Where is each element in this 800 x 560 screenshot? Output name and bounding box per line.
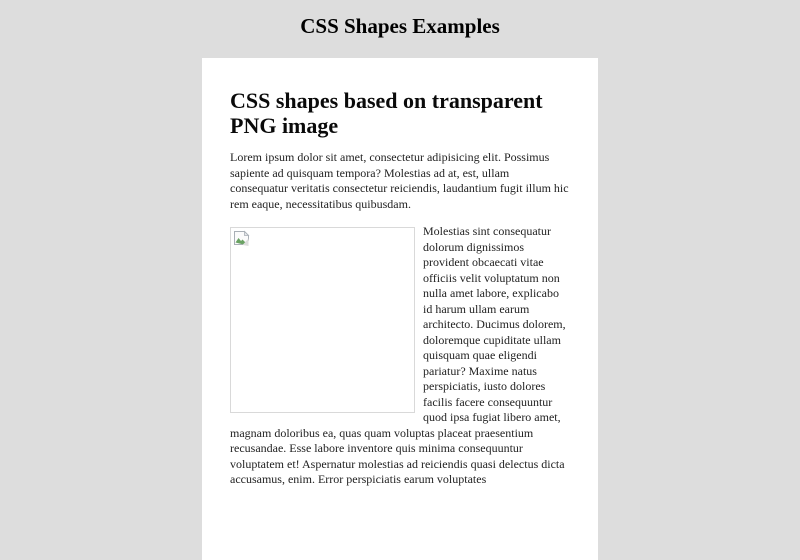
broken-image-icon	[233, 230, 250, 246]
paragraph-2-text: Molestias sint consequatur dolorum dignissimos provident obcaecati vitae officiis velit voluptatum non nulla amet labore, explicabo id harum ullam earum architecto. Ducimus dolorem, doloremque cupiditate ullam quisquam quae eligendi pariatur? Maxime natus perspiciatis, iusto dolores facilis facere consequuntur quod ipsa fugiat libero amet, magnam doloribus ea, quas quam voluptas placeat praesentium recusandae. Esse labore inventore quis minima consequuntur voluptatem et! Aspernatur molestias ad reiciendis quasi delectus dicta accusamus, enim. Error perspiciatis earum voluptates	[230, 224, 566, 486]
card-heading: CSS shapes based on transparent PNG image	[230, 88, 543, 138]
broken-image-placeholder	[230, 227, 415, 413]
page-title: CSS Shapes Examples	[300, 14, 500, 38]
content-card	[202, 58, 598, 560]
paragraph-2	[230, 224, 570, 488]
page	[0, 13, 800, 486]
paragraph-1: Lorem ipsum dolor sit amet, consectetur adipisicing elit. Possimus sapiente ad quisquam tempora? Molestias ad at, est, ullam consequatur veritatis consectetur reiciendis, laudantium fugit illum hic rem eaque, necessitatibus quibusdam.	[230, 150, 569, 211]
